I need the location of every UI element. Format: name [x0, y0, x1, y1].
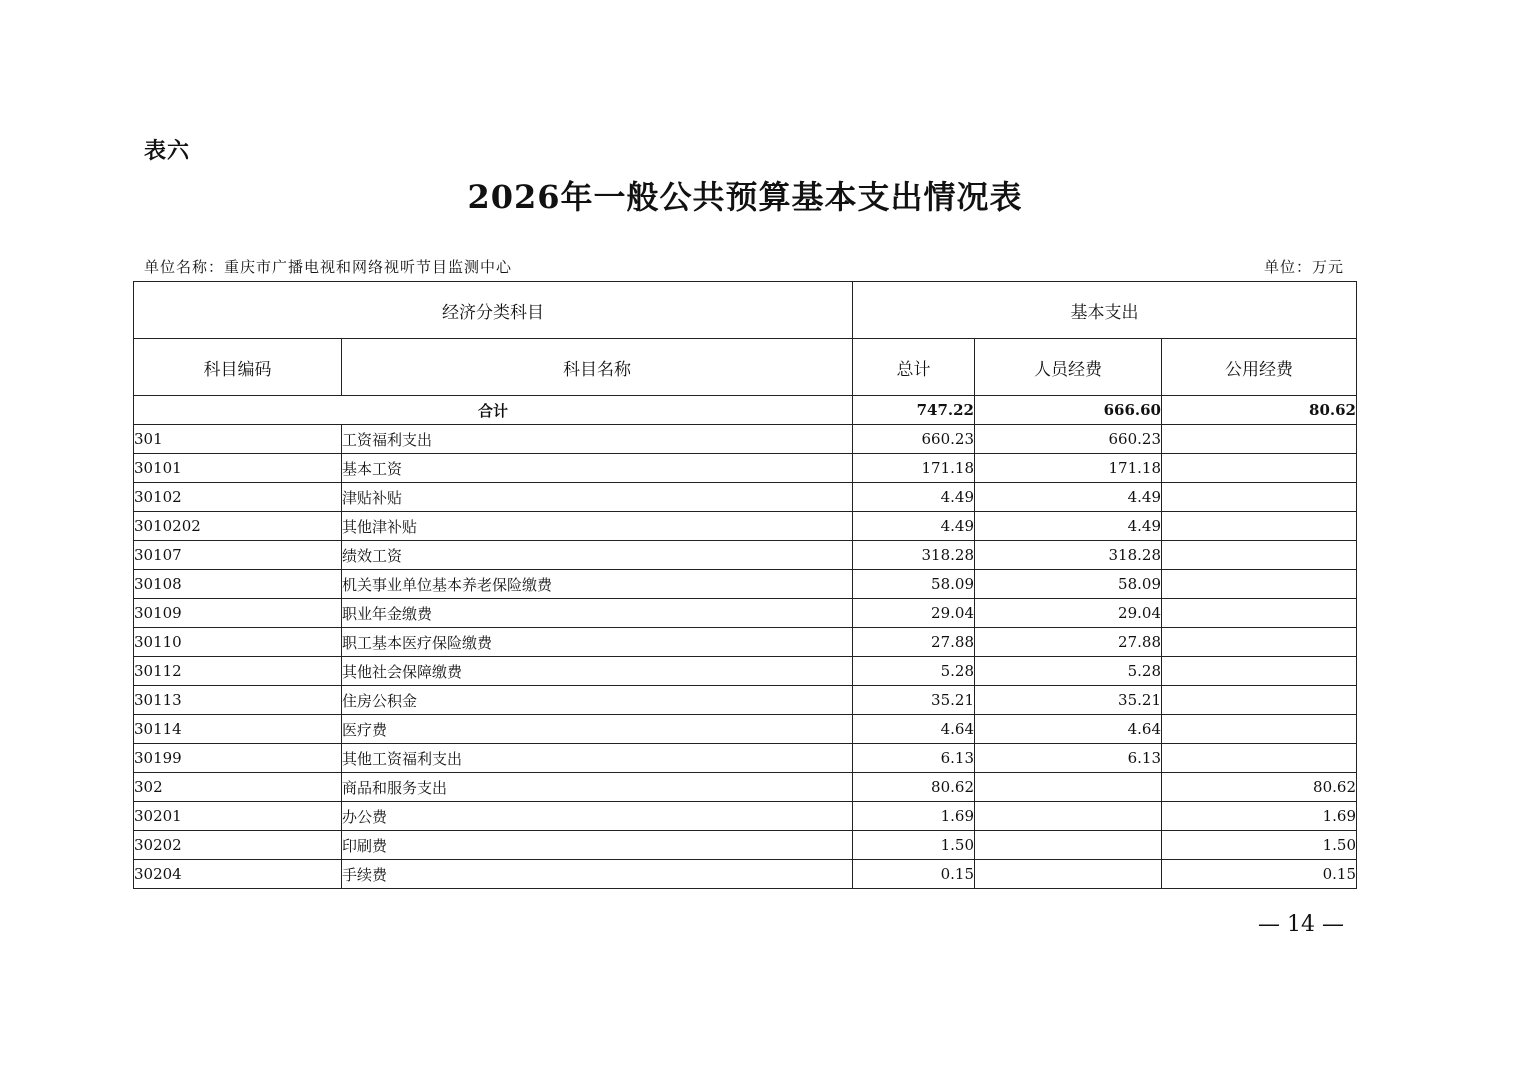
- table-row: [134, 773, 1357, 802]
- cell-personnel: 27.88: [975, 628, 1162, 657]
- cell-name: 津贴补贴: [342, 483, 853, 512]
- table-number: 表六: [144, 139, 191, 164]
- cell-public: 1.50: [1162, 831, 1357, 860]
- header-classification: 经济分类科目: [134, 282, 853, 339]
- cell-name: 手续费: [342, 860, 853, 889]
- group-header-row: [134, 282, 1357, 339]
- cell-public: [1162, 541, 1357, 570]
- table-row: [134, 512, 1357, 541]
- header-total: 总计: [853, 339, 975, 396]
- header-name: 科目名称: [342, 339, 853, 396]
- cell-total: 5.28: [853, 657, 975, 686]
- cell-public: [1162, 425, 1357, 454]
- cell-total: 58.09: [853, 570, 975, 599]
- cell-name: 工资福利支出: [342, 425, 853, 454]
- table-row: [134, 744, 1357, 773]
- cell-public: [1162, 599, 1357, 628]
- table-row: [134, 831, 1357, 860]
- cell-code: 30201: [134, 802, 342, 831]
- table-row: [134, 860, 1357, 889]
- cell-public: 1.69: [1162, 802, 1357, 831]
- cell-total: 318.28: [853, 541, 975, 570]
- cell-name: 商品和服务支出: [342, 773, 853, 802]
- cell-name: 职业年金缴费: [342, 599, 853, 628]
- cell-total: 4.49: [853, 483, 975, 512]
- cell-code: 30202: [134, 831, 342, 860]
- cell-personnel: 318.28: [975, 541, 1162, 570]
- cell-total: 660.23: [853, 425, 975, 454]
- cell-public: [1162, 657, 1357, 686]
- header-public: 公用经费: [1162, 339, 1357, 396]
- cell-name: 印刷费: [342, 831, 853, 860]
- cell-total: 0.15: [853, 860, 975, 889]
- cell-name: 机关事业单位基本养老保险缴费: [342, 570, 853, 599]
- table-row: [134, 599, 1357, 628]
- cell-public: [1162, 744, 1357, 773]
- table-row: [134, 686, 1357, 715]
- cell-code: 30108: [134, 570, 342, 599]
- cell-name: 职工基本医疗保险缴费: [342, 628, 853, 657]
- cell-public: [1162, 512, 1357, 541]
- cell-name: 医疗费: [342, 715, 853, 744]
- column-header-row: [134, 339, 1357, 396]
- cell-code: 3010202: [134, 512, 342, 541]
- cell-total: 35.21: [853, 686, 975, 715]
- total-label: 合计: [134, 396, 853, 425]
- cell-personnel: 29.04: [975, 599, 1162, 628]
- budget-table: [133, 281, 1357, 889]
- header-basic-expenditure: 基本支出: [853, 282, 1357, 339]
- cell-code: 30102: [134, 483, 342, 512]
- cell-public: 80.62: [1162, 773, 1357, 802]
- total-row: [134, 396, 1357, 425]
- unit-name: 单位名称：重庆市广播电视和网络视听节目监测中心: [144, 258, 513, 276]
- cell-code: 30107: [134, 541, 342, 570]
- cell-name: 其他津补贴: [342, 512, 853, 541]
- cell-code: 302: [134, 773, 342, 802]
- table-row: [134, 483, 1357, 512]
- page-number: — 14 —: [1258, 912, 1344, 937]
- table-row: [134, 425, 1357, 454]
- cell-personnel: 660.23: [975, 425, 1162, 454]
- table-row: [134, 802, 1357, 831]
- cell-public: [1162, 628, 1357, 657]
- cell-total: 4.49: [853, 512, 975, 541]
- total-total: 747.22: [853, 396, 975, 425]
- cell-public: [1162, 454, 1357, 483]
- cell-personnel: 4.49: [975, 512, 1162, 541]
- cell-personnel: 5.28: [975, 657, 1162, 686]
- cell-name: 住房公积金: [342, 686, 853, 715]
- total-personnel: 666.60: [975, 396, 1162, 425]
- table-row: [134, 541, 1357, 570]
- cell-personnel: 58.09: [975, 570, 1162, 599]
- cell-total: 1.50: [853, 831, 975, 860]
- cell-public: [1162, 686, 1357, 715]
- cell-personnel: [975, 831, 1162, 860]
- cell-code: 301: [134, 425, 342, 454]
- cell-total: 4.64: [853, 715, 975, 744]
- cell-personnel: [975, 860, 1162, 889]
- cell-name: 办公费: [342, 802, 853, 831]
- table-row: [134, 454, 1357, 483]
- cell-name: 基本工资: [342, 454, 853, 483]
- cell-public: [1162, 483, 1357, 512]
- table-row: [134, 715, 1357, 744]
- cell-personnel: 4.49: [975, 483, 1162, 512]
- total-public: 80.62: [1162, 396, 1357, 425]
- cell-name: 其他社会保障缴费: [342, 657, 853, 686]
- cell-public: [1162, 570, 1357, 599]
- cell-public: [1162, 715, 1357, 744]
- cell-total: 80.62: [853, 773, 975, 802]
- cell-code: 30109: [134, 599, 342, 628]
- cell-name: 绩效工资: [342, 541, 853, 570]
- header-personnel: 人员经费: [975, 339, 1162, 396]
- cell-code: 30199: [134, 744, 342, 773]
- document-title: 2026年一般公共预算基本支出情况表: [467, 178, 1023, 216]
- table-row: [134, 570, 1357, 599]
- cell-code: 30204: [134, 860, 342, 889]
- table-row: [134, 657, 1357, 686]
- cell-personnel: 35.21: [975, 686, 1162, 715]
- cell-total: 27.88: [853, 628, 975, 657]
- cell-personnel: 6.13: [975, 744, 1162, 773]
- header-code: 科目编码: [134, 339, 342, 396]
- cell-code: 30113: [134, 686, 342, 715]
- cell-total: 1.69: [853, 802, 975, 831]
- currency-unit: 单位：万元: [1263, 258, 1344, 276]
- cell-total: 171.18: [853, 454, 975, 483]
- cell-code: 30110: [134, 628, 342, 657]
- cell-personnel: 4.64: [975, 715, 1162, 744]
- cell-code: 30114: [134, 715, 342, 744]
- cell-name: 其他工资福利支出: [342, 744, 853, 773]
- cell-personnel: [975, 802, 1162, 831]
- cell-personnel: [975, 773, 1162, 802]
- cell-public: 0.15: [1162, 860, 1357, 889]
- cell-total: 29.04: [853, 599, 975, 628]
- cell-total: 6.13: [853, 744, 975, 773]
- table-row: [134, 628, 1357, 657]
- cell-code: 30101: [134, 454, 342, 483]
- cell-code: 30112: [134, 657, 342, 686]
- cell-personnel: 171.18: [975, 454, 1162, 483]
